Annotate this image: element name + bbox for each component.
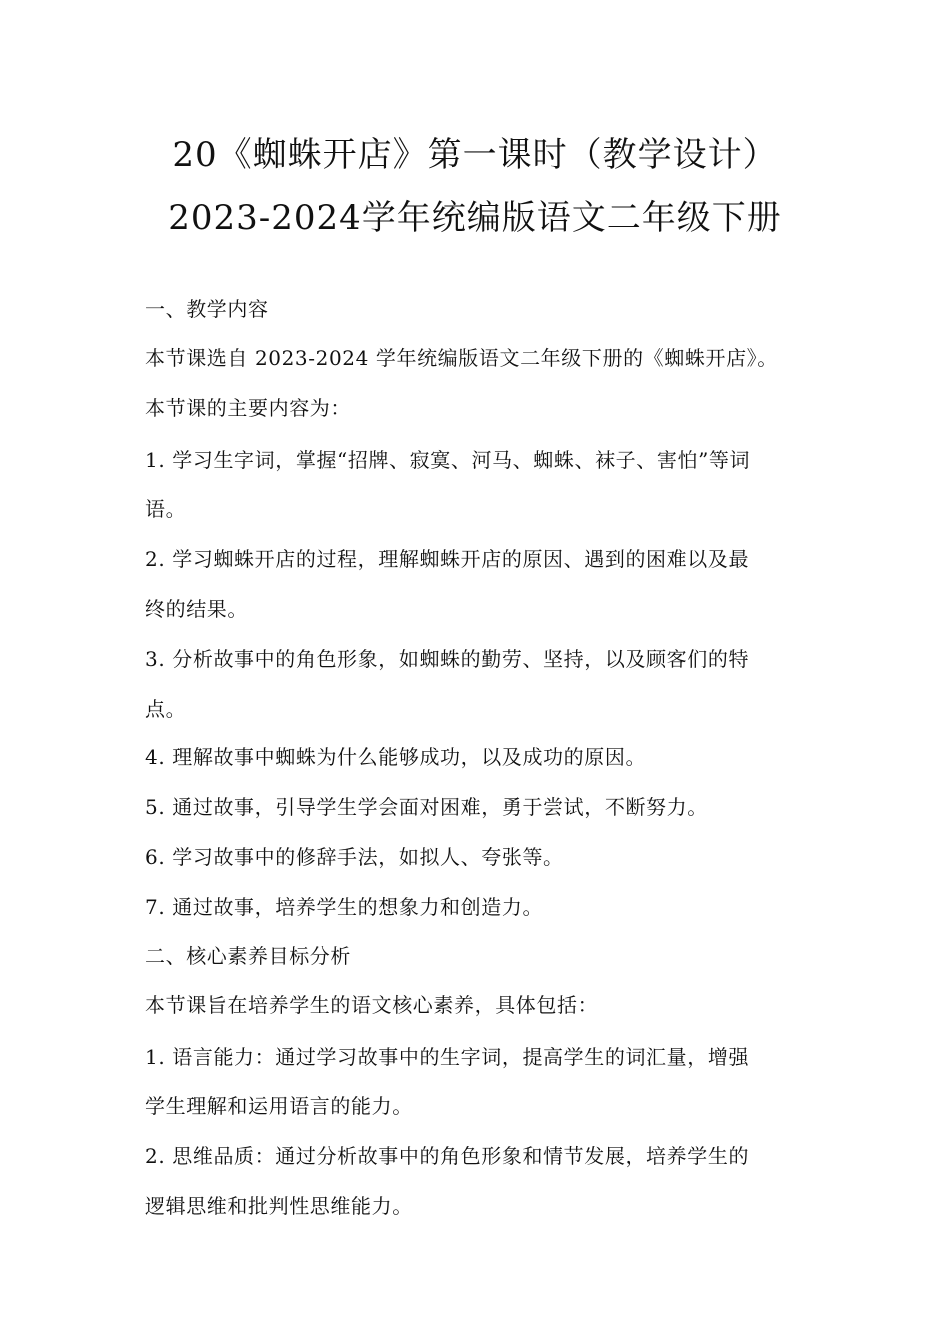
list-item-line: 6. 学习故事中的修辞手法，如拟人、夸张等。 (145, 845, 564, 869)
list-item-line: 5. 通过故事，引导学生学会面对困难，勇于尝试，不断努力。 (145, 795, 708, 819)
list-item-line: 逻辑思维和批判性思维能力。 (145, 1194, 413, 1218)
list-item-line: 7. 通过故事，培养学生的想象力和创造力。 (145, 895, 544, 919)
document-title-line-2: 2023-2024学年统编版语文二年级下册 (168, 198, 782, 238)
list-item-line: 3. 分析故事中的角色形象，如蜘蛛的勤劳、坚持，以及顾客们的特 (145, 647, 750, 671)
list-item-line: 点。 (145, 697, 187, 721)
list-item-line: 终的结果。 (145, 597, 248, 621)
list-item-line: 2. 思维品质：通过分析故事中的角色形象和情节发展，培养学生的 (145, 1144, 750, 1168)
section-heading-teaching-content: 一、教学内容 (145, 297, 269, 321)
list-item-line: 1. 语言能力：通过学习故事中的生字词，提高学生的词汇量，增强 (145, 1045, 750, 1069)
paragraph-line: 本节课的主要内容为： (145, 396, 351, 420)
paragraph-line: 本节课旨在培养学生的语文核心素养，具体包括： (145, 993, 599, 1017)
paragraph-line: 本节课选自 2023-2024 学年统编版语文二年级下册的《蜘蛛开店》。 (145, 346, 778, 370)
list-item-line: 1. 学习生字词，掌握“招牌、寂寞、河马、蜘蛛、袜子、害怕”等词 (145, 448, 751, 472)
section-heading-core-literacy: 二、核心素养目标分析 (145, 944, 351, 968)
document-title-line-1: 20《蜘蛛开店》第一课时（教学设计） (172, 135, 778, 175)
list-item-line: 学生理解和运用语言的能力。 (145, 1094, 413, 1118)
list-item-line: 4. 理解故事中蜘蛛为什么能够成功，以及成功的原因。 (145, 745, 647, 769)
list-item-line: 语。 (145, 497, 187, 521)
list-item-line: 2. 学习蜘蛛开店的过程，理解蜘蛛开店的原因、遇到的困难以及最 (145, 547, 750, 571)
